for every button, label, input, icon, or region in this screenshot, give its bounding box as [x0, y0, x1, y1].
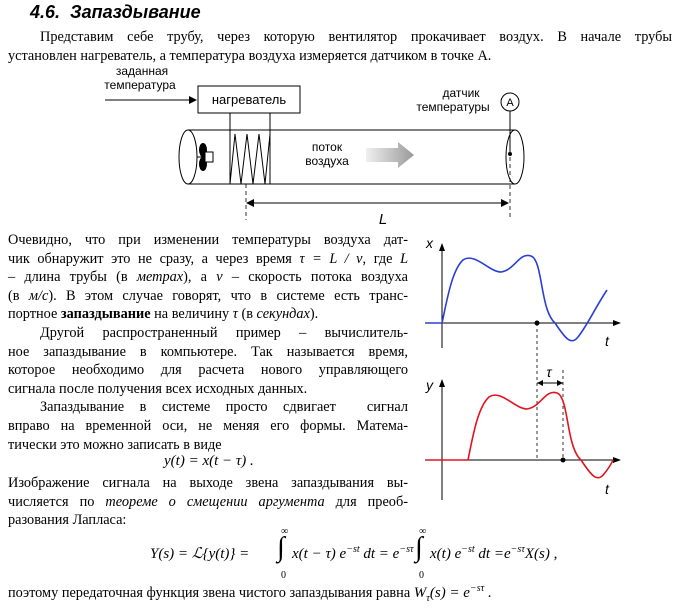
eq-int2: x(t) $e^{-st}$ dt $=e^{-s\tau}X(s)$ , [430, 544, 558, 562]
integral-sign-2: ∫ [415, 532, 423, 563]
bottom-t-label: t [605, 481, 609, 497]
signal-plots [415, 230, 680, 510]
p3-line-1: Запаздывание в системе просто сдвигает сигнал [40, 399, 408, 416]
p3-line-2: вправо на временной оси, не меняя его формы. Матема- [8, 417, 408, 434]
y-signal-curve [427, 392, 613, 477]
p2-line-1: Другой распространенный пример – вычислитель- [40, 324, 408, 341]
eq-int1: x(t − τ) $e^{-st}$ dt = $e^{-s\tau}$ [292, 544, 414, 562]
section-number: 4.6. [30, 2, 61, 22]
final-line: поэтому передаточная функция звена чистого запаздывания равна $W_\tau(s) = e^{-s\tau}$ . [8, 583, 492, 604]
equation-laplace [150, 526, 570, 584]
heater-coil [230, 134, 270, 184]
equation-delay: y(t) = x(t − τ) . [164, 453, 254, 469]
flow-label-1: поток [311, 140, 343, 154]
p1-line-1: Очевидно, что при изменении температуры воздуха дат- [8, 232, 408, 248]
set-temp-label-1: заданная [115, 64, 169, 78]
bottom-y-label: y [426, 377, 433, 393]
int2-lower: 0 [419, 570, 424, 581]
p1-line-3: – длина трубы (в метрах), а v – скорость потока воздуха [8, 269, 408, 286]
flow-label-2: воздуха [305, 154, 349, 168]
bottom-crossing-point [561, 458, 566, 463]
p2-line-4: сигнала после получения всех исходных данных. [8, 380, 308, 397]
integral-sign-1: ∫ [277, 532, 285, 563]
int2-upper: ∞ [419, 526, 427, 537]
heater-label: нагреватель [211, 92, 287, 107]
flow-arrow [366, 142, 414, 168]
laplace-paragraph [8, 474, 408, 530]
p3-line-3: тически это можно записать в виде [8, 436, 222, 453]
section-title [30, 2, 201, 23]
p4-line-2: числяется по теореме о смещении аргумента для преоб- [8, 493, 408, 510]
int1-lower: 0 [281, 570, 286, 581]
pipe-walls [188, 130, 515, 184]
top-t-label: t [605, 333, 609, 349]
p2-line-3: которое необходимо для расчета нового управляющего [8, 362, 408, 379]
int1-upper: ∞ [281, 526, 289, 537]
p2-line-2: ное запаздывание в компьютере. Так называется время, [8, 343, 408, 360]
eq-lhs: Y(s) = ℒ{y(t)} = [150, 546, 250, 562]
fan-icon [197, 143, 213, 171]
p4-line-3: разования Лапласа: [8, 512, 127, 529]
p1-line-2: чик обнаружит это не сразу, а через время τ = L / v, где L [8, 250, 409, 267]
p1-line-5: портное запаздывание на величину τ (в секундах). [8, 306, 319, 323]
body-column [8, 231, 408, 454]
intro-line-2: установлен нагреватель, а температура воздуха измеряется датчиком в точке А. [8, 47, 492, 64]
p4-line-1: Изображение сигнала на выходе звена запаздывания вы- [8, 475, 408, 491]
intro-line-1: Представим себе трубу, через которую вентилятор прокачивает воздух. В начале трубы [40, 29, 672, 45]
sensor-point-label: A [506, 97, 514, 109]
pipe-diagram [0, 60, 680, 230]
p1-line-4: (в м/с). В этом случае говорят, что в системе есть транс- [8, 287, 408, 304]
delay-label: τ [546, 364, 552, 380]
sensor-label-2: температуры [416, 100, 490, 114]
top-y-label: x [426, 235, 433, 251]
x-signal-curve [427, 255, 607, 340]
sensor-label-1: датчик [442, 86, 480, 100]
section-title-text: Запаздывание [70, 2, 201, 22]
set-temp-label-2: температура [104, 78, 176, 92]
pipe-outlet [506, 130, 524, 184]
length-label: L [378, 211, 388, 228]
pipe-inlet [179, 130, 197, 184]
